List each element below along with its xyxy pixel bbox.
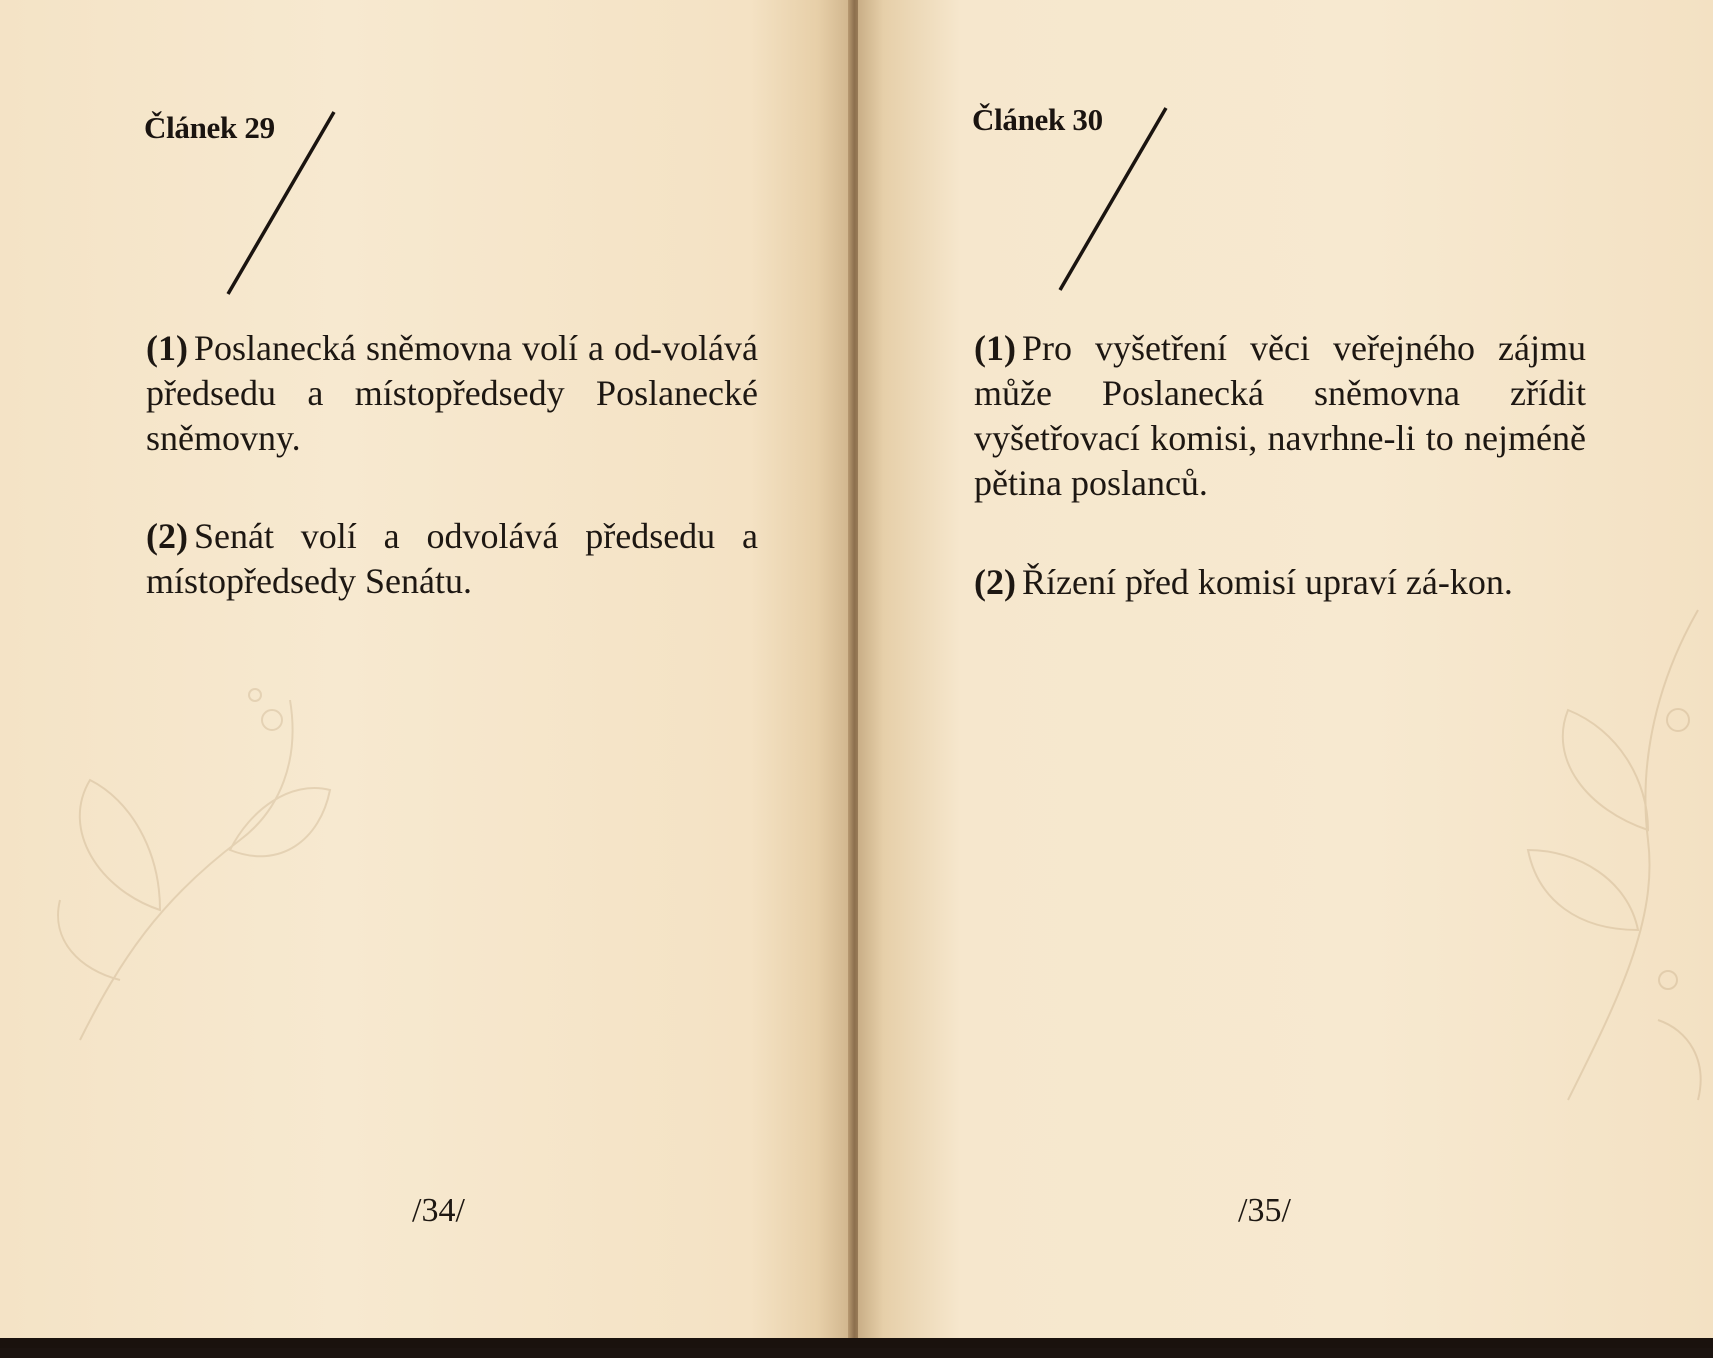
paragraph-text: Senát volí a odvolává předsedu a místopředsedy Senátu. bbox=[146, 516, 758, 601]
right-page bbox=[858, 0, 1713, 1348]
page-number: /35/ bbox=[1238, 1192, 1291, 1229]
slash-divider bbox=[222, 108, 342, 298]
paragraph-number: (2) bbox=[974, 562, 1016, 602]
paragraph-number: (2) bbox=[146, 516, 188, 556]
left-page bbox=[0, 0, 852, 1348]
book-bottom-edge bbox=[0, 1338, 1713, 1348]
paragraph-number: (1) bbox=[974, 328, 1016, 368]
paragraph-text: Pro vyšetření věci veřejného zájmu může Poslanecká sněmovna zřídit vyšetřovací komisi, navrhne-li to nejméně pětina poslanců. bbox=[974, 328, 1586, 503]
floral-ornament-right bbox=[1418, 600, 1713, 1120]
paragraph-text: Poslanecká sněmovna volí a od-volává předsedu a místopředsedy Poslanecké sněmovny. bbox=[146, 328, 758, 458]
paragraph-number: (1) bbox=[146, 328, 188, 368]
paragraph-text: Řízení před komisí upraví zá-kon. bbox=[1021, 562, 1513, 602]
article-heading: Článek 30 bbox=[972, 102, 1103, 137]
paragraph-1 bbox=[146, 326, 758, 461]
paragraph-2 bbox=[974, 560, 1586, 605]
paragraph-2 bbox=[146, 514, 758, 604]
slash-divider bbox=[1054, 104, 1174, 294]
page-number: /34/ bbox=[412, 1192, 465, 1229]
paragraph-1 bbox=[974, 326, 1586, 506]
article-heading: Článek 29 bbox=[144, 110, 275, 145]
floral-ornament-left bbox=[40, 640, 340, 1060]
